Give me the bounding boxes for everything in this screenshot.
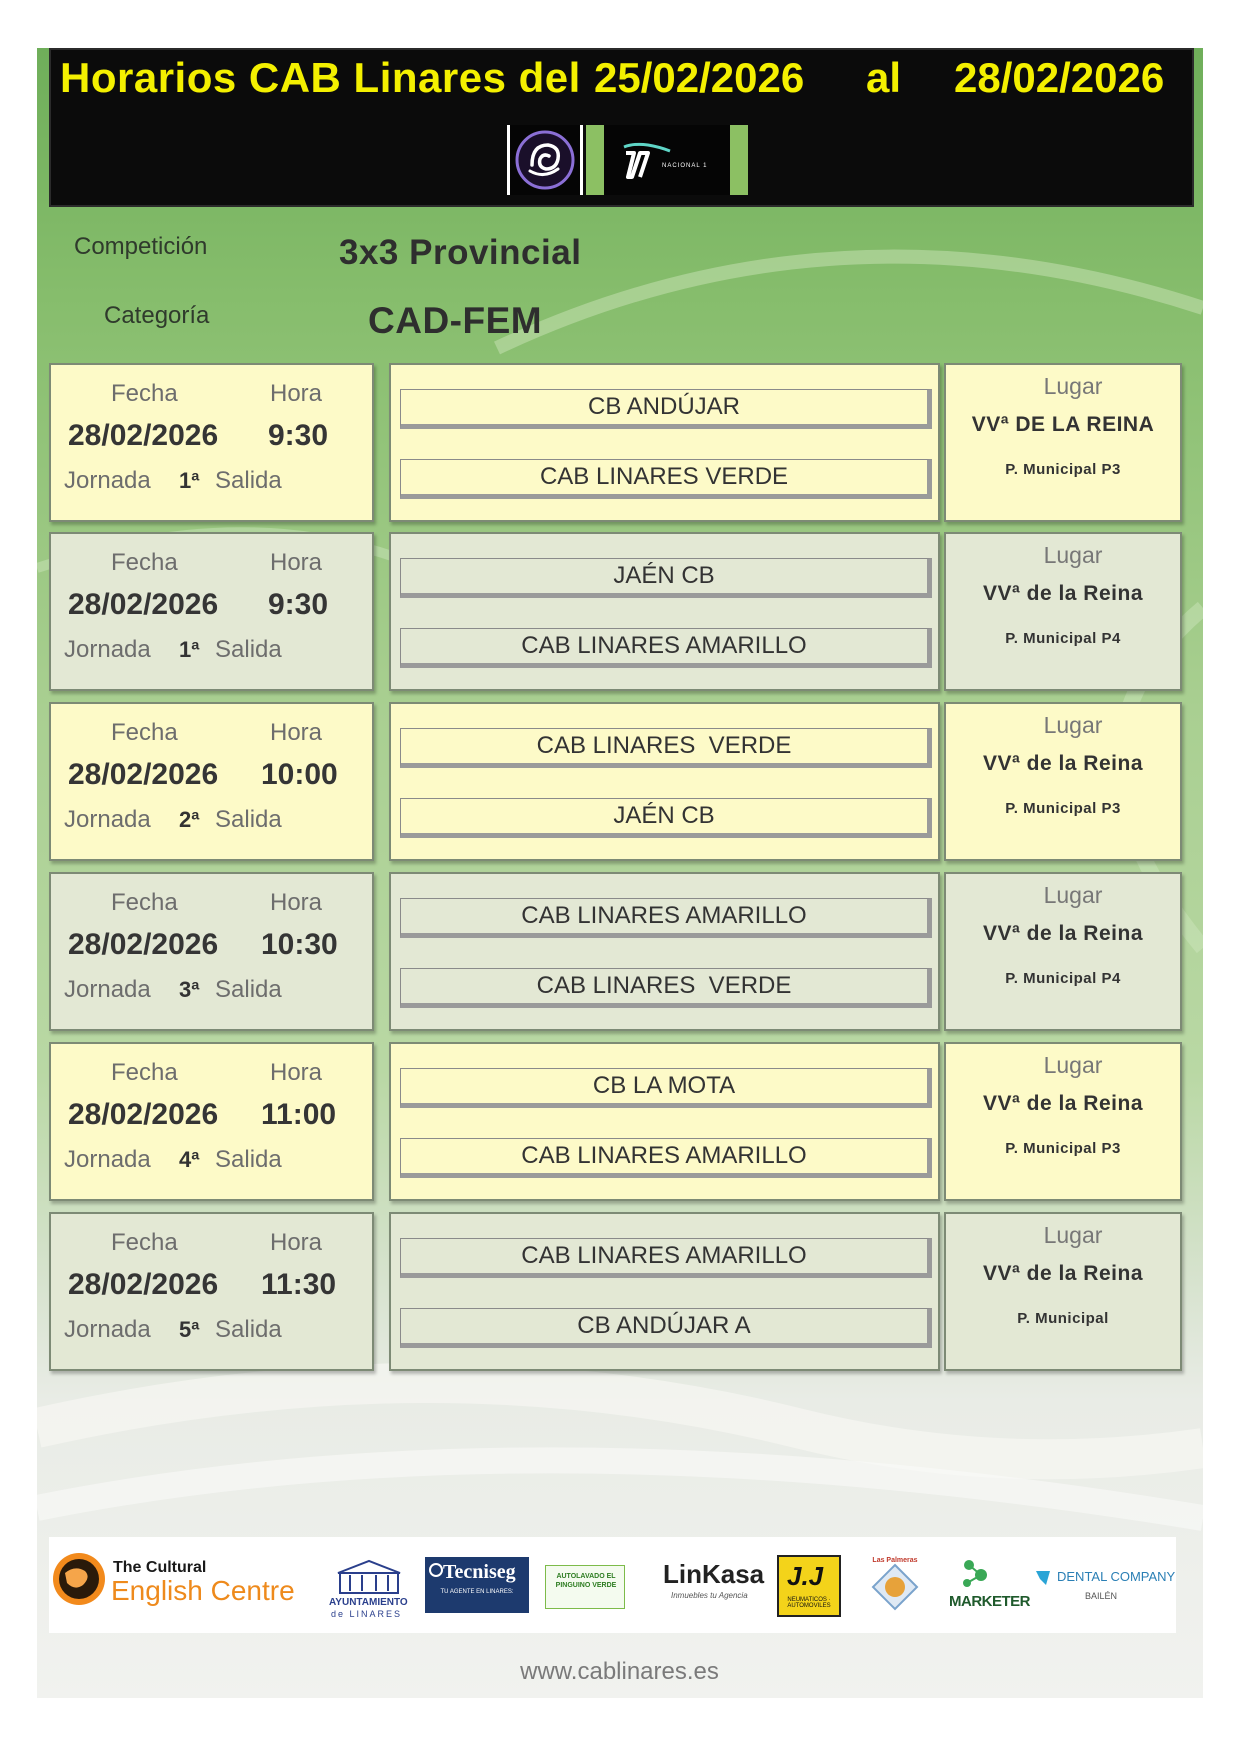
match-venue-card [944,1212,1182,1371]
fecha-label: Fecha [111,380,178,407]
jornada-label: Jornada [64,1316,151,1343]
home-team: CB LA MOTA [400,1068,932,1108]
away-team: CAB LINARES AMARILLO [400,628,932,668]
cultural-centre-top: The Cultural [113,1559,207,1576]
hora-label: Hora [270,549,323,576]
match-venue-card [944,532,1182,691]
jj-sub: NEUMATICOS · AUTOMOVILES [787,1597,831,1609]
match-date: 28/02/2026 [68,1098,219,1131]
cultural-centre-globe-icon [51,1551,107,1607]
date-to: 28/02/2026 [954,54,1165,101]
lugar-label: Lugar [1043,542,1103,568]
salida-label: Salida [215,467,282,494]
away-team: CB ANDÚJAR A [400,1308,932,1348]
competition-value: 3x3 Provincial [339,233,582,272]
palmeras-badge-icon [867,1559,923,1615]
venue-name: VVª de la Reina [983,922,1143,945]
competition-label: Competición [74,233,208,260]
match-teams-card [389,702,940,861]
venue-court: P. Municipal P4 [1005,970,1121,987]
match-datetime-card [49,702,374,861]
jornada-label: Jornada [64,636,151,663]
match-time: 9:30 [268,588,329,621]
venue-court: P. Municipal P4 [1005,630,1121,647]
home-team: CAB LINARES AMARILLO [400,1238,932,1278]
palmeras-name: Las Palmeras [872,1557,918,1564]
lugar-label: Lugar [1043,1052,1103,1078]
page-title: Horarios CAB Linares del [60,54,581,101]
hora-label: Hora [270,719,323,746]
date-separator: al [866,54,902,101]
match-venue-card [944,363,1182,522]
venue-name: VVª DE LA REINA [971,413,1155,436]
lugar-label: Lugar [1043,882,1103,908]
jornada-number: 2ª [179,807,200,832]
liga-nacional-text: NACIONAL 1 [662,163,708,169]
lugar-label: Lugar [1043,712,1103,738]
match-time: 9:30 [268,419,329,452]
match-venue-card [944,872,1182,1031]
jornada-number: 5ª [179,1317,200,1342]
tecniseg-logo [425,1557,529,1613]
away-team: CAB LINARES AMARILLO [400,1138,932,1178]
hora-label: Hora [270,1229,323,1256]
liga-nacional-logo [586,125,748,195]
palmeras-logo [867,1559,923,1615]
jornada-number: 1ª [179,637,200,662]
venue-court: P. Municipal P3 [1005,1140,1121,1157]
salida-label: Salida [215,636,282,663]
ayuntamiento-building-icon [330,1559,408,1599]
fecha-label: Fecha [111,719,178,746]
away-team: CAB LINARES VERDE [400,968,932,1008]
match-time: 10:30 [261,928,338,961]
match-venue-card [944,702,1182,861]
jj-logo [777,1555,841,1617]
jornada-label: Jornada [64,806,151,833]
tecniseg-name: Tecniseg [443,1561,516,1583]
match-datetime-card [49,1042,374,1201]
jornada-number: 1ª [179,468,200,493]
liga-nacional-icon [604,125,730,195]
match-datetime-card [49,872,374,1031]
match-date: 28/02/2026 [68,1268,219,1301]
marketer-molecule-icon [949,1557,1001,1591]
match-datetime-card [49,532,374,691]
hora-label: Hora [270,380,323,407]
salida-label: Salida [215,976,282,1003]
dental-name: DENTAL COMPANY [1057,1569,1176,1584]
match-date: 28/02/2026 [68,588,219,621]
venue-name: VVª de la Reina [983,1092,1143,1115]
home-team: CB ANDÚJAR [400,389,932,429]
match-time: 11:30 [261,1268,337,1301]
venue-name: VVª de la Reina [983,582,1143,605]
fecha-label: Fecha [111,1059,178,1086]
category-value: CAD-FEM [368,300,543,341]
autolavado-name: AUTOLAVADO EL PINGUINO VERDE [555,1573,617,1589]
cultural-centre-bottom: English Centre [111,1575,295,1606]
lugar-label: Lugar [1043,373,1103,399]
date-from: 25/02/2026 [594,54,805,101]
hora-label: Hora [270,1059,323,1086]
header-banner [49,48,1194,207]
fecha-label: Fecha [111,1229,178,1256]
venue-court: P. Municipal P3 [1005,800,1121,817]
fecha-label: Fecha [111,549,178,576]
match-teams-card [389,1042,940,1201]
dental-sub: BAILÉN [1085,1591,1118,1601]
salida-label: Salida [215,806,282,833]
salida-label: Salida [215,1316,282,1343]
away-team: CAB LINARES VERDE [400,459,932,499]
lugar-label: Lugar [1043,1222,1103,1248]
tecniseg-sub: TU AGENTE EN LINARES: [440,1589,514,1595]
venue-court: P. Municipal P3 [1005,461,1121,478]
match-date: 28/02/2026 [68,758,219,791]
website-url: www.cablinares.es [520,1658,719,1685]
home-team: CAB LINARES VERDE [400,728,932,768]
hora-label: Hora [270,889,323,916]
match-teams-card [389,1212,940,1371]
jornada-label: Jornada [64,467,151,494]
match-teams-card [389,872,940,1031]
ayuntamiento-bottom: de LINARES [331,1609,403,1619]
jornada-label: Jornada [64,1146,151,1173]
category-label: Categoría [104,302,210,329]
match-teams-card [389,363,940,522]
match-datetime-card [49,363,374,522]
dental-tooth-icon [1034,1569,1052,1587]
venue-name: VVª de la Reina [983,752,1143,775]
match-venue-card [944,1042,1182,1201]
venue-name: VVª de la Reina [983,1262,1143,1285]
match-datetime-card [49,1212,374,1371]
jj-name: J.J [787,1561,824,1591]
match-time: 11:00 [261,1098,337,1131]
away-team: JAÉN CB [400,798,932,838]
salida-label: Salida [215,1146,282,1173]
federation-logo [507,125,583,195]
home-team: JAÉN CB [400,558,932,598]
marketer-name: MARKETER [949,1593,1030,1610]
venue-court: P. Municipal [1017,1310,1109,1327]
home-team: CAB LINARES AMARILLO [400,898,932,938]
jornada-number: 4ª [179,1147,200,1172]
autolavado-logo [545,1565,625,1609]
jornada-number: 3ª [179,977,200,1002]
linkasa-sub: Inmuebles tu Agencia [671,1591,748,1600]
match-teams-card [389,532,940,691]
jornada-label: Jornada [64,976,151,1003]
sponsors-bar [49,1537,1176,1633]
match-date: 28/02/2026 [68,928,219,961]
ayuntamiento-top: AYUNTAMIENTO [329,1597,408,1608]
fecha-label: Fecha [111,889,178,916]
spiral-logo-icon [510,125,580,195]
linkasa-name: LinKasa [663,1559,765,1589]
match-time: 10:00 [261,758,338,791]
tecniseg-emblem-icon [429,1563,443,1577]
match-date: 28/02/2026 [68,419,219,452]
